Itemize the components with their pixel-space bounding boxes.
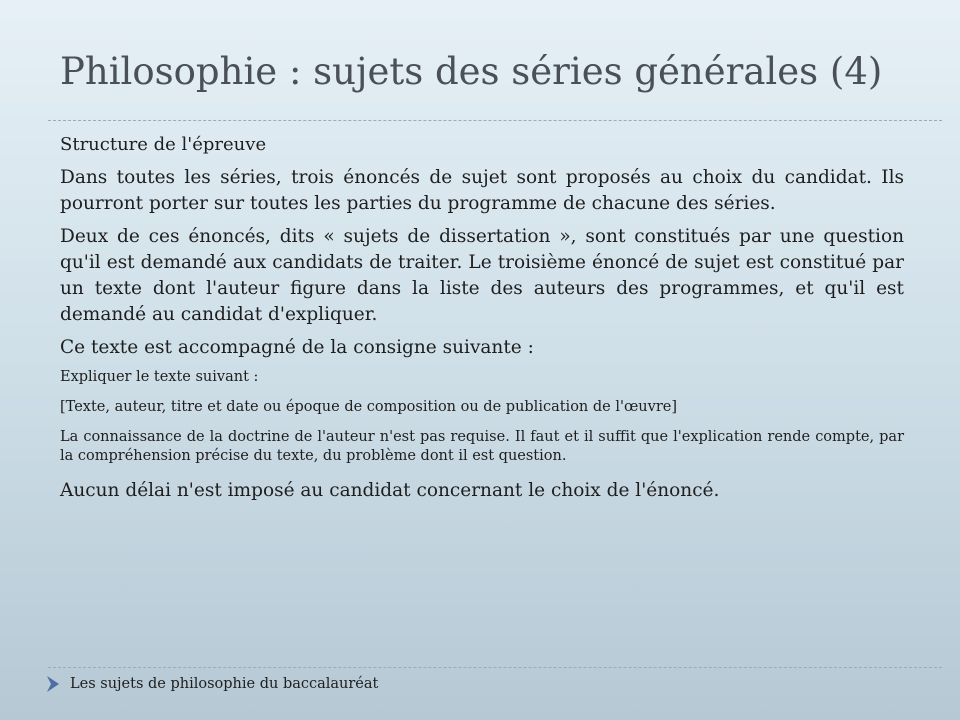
paragraph-no-delay: Aucun délai n'est imposé au candidat concernant le choix de l'énoncé. — [60, 480, 720, 501]
paragraph-instruction: Expliquer le texte suivant : — [60, 369, 259, 385]
paragraph-dissertation-subjects: Deux de ces énoncés, dits « sujets de dissertation », sont constitués par une question qu'il est demandé aux candidats de traiter. Le troisième énoncé de sujet est constitué par un texte dont l'auteur figure dans la liste des auteurs des programmes, et qu'il est demandé au candidat d'expliquer. — [60, 226, 904, 325]
paragraph-text-reference: [Texte, auteur, titre et date ou époque de composition ou de publication de l'œuvre] — [60, 399, 678, 415]
paragraph-structure-heading: Structure de l'épreuve — [60, 134, 267, 155]
slide-content — [60, 132, 904, 511]
footer-divider — [48, 667, 942, 668]
slide-footer — [46, 674, 378, 694]
paragraph-three-subjects: Dans toutes les séries, trois énoncés de sujet sont proposés au choix du candidat. Ils pourront porter sur toutes les parties du programme de chacune des séries. — [60, 167, 904, 214]
slide-title: Philosophie : sujets des séries générales (4) — [60, 50, 883, 93]
chevron-right-icon — [46, 675, 60, 693]
paragraph-doctrine-note: La connaissance de la doctrine de l'auteur n'est pas requise. Il faut et il suffit que l'explication rende compte, par la compréhension précise du texte, du problème dont il est question. — [60, 429, 904, 464]
paragraph-instruction-intro: Ce texte est accompagné de la consigne suivante : — [60, 337, 534, 358]
title-divider — [48, 120, 942, 121]
footer-text: Les sujets de philosophie du baccalauréat — [70, 676, 379, 692]
